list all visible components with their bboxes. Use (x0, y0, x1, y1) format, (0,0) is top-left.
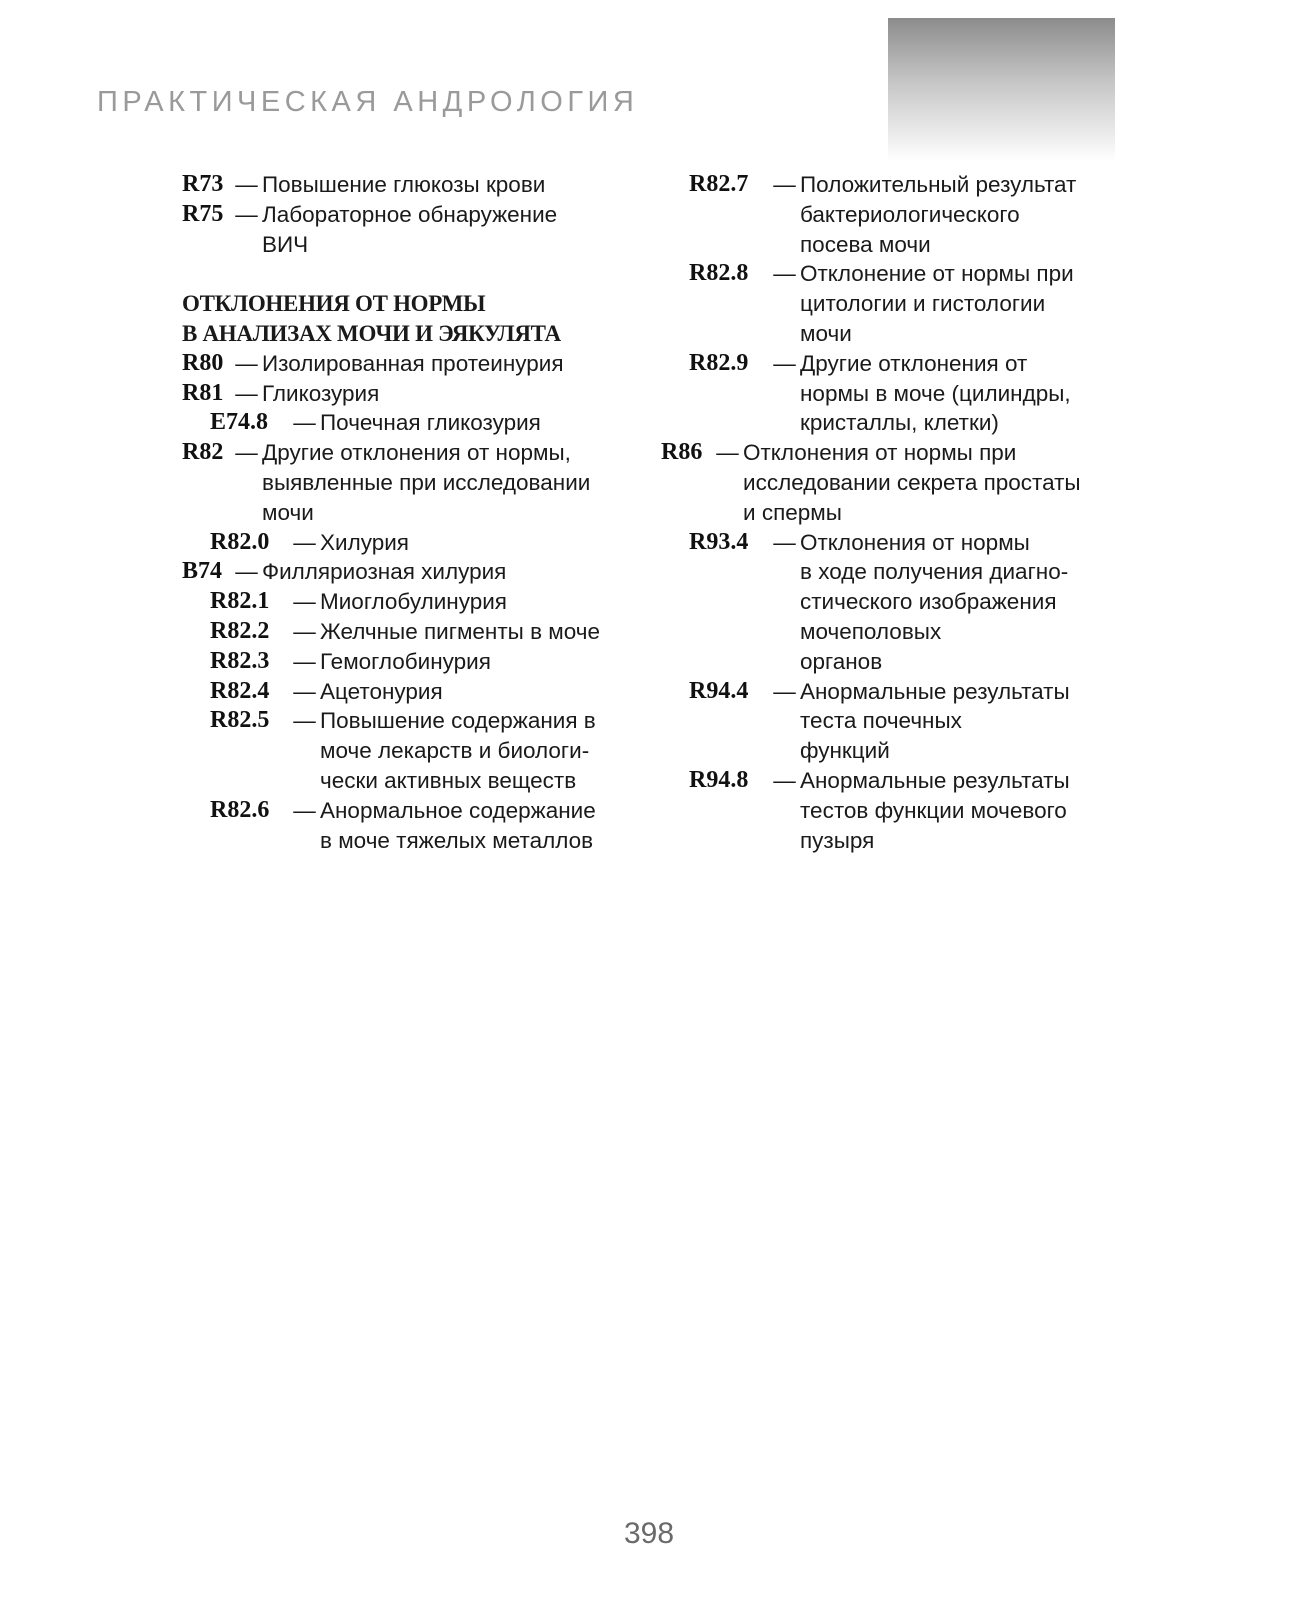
diagnosis-text: Изолированная протеинурия (262, 350, 564, 376)
dash: — (293, 618, 316, 644)
code-entry-r73 (182, 170, 652, 200)
code-entry-r82-9 (661, 349, 1121, 438)
diagnosis-code: R82.0 (210, 528, 270, 555)
diagnosis-code: R94.8 (689, 766, 749, 793)
dash: — (235, 350, 258, 376)
diagnosis-text: Повышение глюкозы крови (262, 172, 546, 197)
dash: — (773, 261, 796, 287)
diagnosis-code: R82.5 (210, 707, 270, 734)
diagnosis-text: Лабораторное обнаружение ВИЧ (262, 201, 558, 257)
corner-gradient-block (888, 18, 1115, 161)
diagnosis-text: Миоглобулинурия (320, 589, 507, 615)
dash: — (773, 767, 796, 793)
code-entry-r93-4 (661, 528, 1121, 677)
diagnosis-code: R94.4 (689, 677, 749, 704)
diagnosis-code: R82.2 (210, 617, 270, 644)
diagnosis-code: R82.6 (210, 796, 270, 823)
diagnosis-text: Отклонения от нормы в ходе получения диагно- стического изображения мочеполовых органов (800, 529, 1069, 674)
code-entry-r82-1 (182, 587, 652, 617)
dash: — (293, 708, 316, 734)
diagnosis-code: R82.4 (210, 677, 270, 704)
diagnosis-text: Хилурия (320, 529, 409, 555)
diagnosis-text: Отклонения от нормы при исследовании секрета простаты и спермы (743, 440, 1081, 525)
diagnosis-code: R82.8 (689, 260, 749, 287)
dash: — (773, 172, 796, 197)
left-column (182, 170, 652, 855)
diagnosis-text: Другие отклонения от нормы в моче (цилиндры, кристаллы, клетки) (800, 350, 1071, 436)
code-entry-r75 (182, 200, 652, 260)
diagnosis-code: R80 (182, 349, 224, 376)
code-entry-r82-8 (661, 259, 1121, 348)
diagnosis-code: E74.8 (210, 409, 269, 436)
diagnosis-text: Повышение содержания в моче лекарств и биологи- чески активных веществ (320, 708, 596, 793)
diagnosis-text: Филляриозная хилурия (262, 559, 507, 585)
dash: — (773, 529, 796, 555)
dash: — (235, 559, 258, 585)
code-entry-r82 (182, 438, 652, 527)
code-entry-r82-4 (182, 677, 652, 707)
diagnosis-text: Анормальное содержание в моче тяжелых металлов (320, 797, 596, 853)
page-number: 398 (623, 1517, 675, 1550)
dash: — (773, 678, 796, 704)
code-entry-r82-6 (182, 796, 652, 856)
diagnosis-text: Другие отклонения от нормы, выявленные при исследовании мочи (262, 440, 591, 525)
diagnosis-text: Желчные пигменты в моче (320, 618, 601, 644)
diagnosis-code: R82.1 (210, 588, 270, 615)
dash: — (293, 589, 316, 615)
diagnosis-code: R81 (182, 379, 224, 406)
diagnosis-text: Почечная гликозурия (320, 410, 541, 436)
diagnosis-text: Анормальные результаты тестов функции мочевого пузыря (800, 767, 1070, 853)
code-entry-r81 (182, 379, 652, 409)
code-entry-r82-0 (182, 528, 652, 558)
dash: — (716, 440, 739, 466)
dash: — (235, 201, 258, 227)
diagnosis-text: Отклонение от нормы при цитологии и гистологии мочи (800, 261, 1074, 346)
dash: — (773, 350, 796, 376)
diagnosis-code: B74 (182, 558, 223, 585)
running-head: ПРАКТИЧЕСКАЯ АНДРОЛОГИЯ (97, 86, 639, 118)
dash: — (293, 529, 316, 555)
dash: — (235, 172, 258, 197)
diagnosis-text: Анормальные результаты теста почечных функций (800, 678, 1070, 764)
dash: — (235, 380, 258, 406)
code-entry-r82-3 (182, 647, 652, 677)
diagnosis-text: Гликозурия (262, 380, 380, 406)
code-entry-r94-4 (661, 677, 1121, 766)
right-column (661, 170, 1121, 855)
diagnosis-code: R93.4 (689, 528, 749, 555)
diagnosis-code: R82 (182, 439, 224, 466)
diagnosis-code: R75 (182, 200, 224, 227)
diagnosis-code: R82.7 (689, 171, 749, 197)
dash: — (235, 440, 258, 466)
diagnosis-text: Ацетонурия (320, 678, 443, 704)
section-heading: ОТКЛОНЕНИЯ ОТ НОРМЫ В АНАЛИЗАХ МОЧИ И ЭЯКУЛЯТА (182, 291, 561, 346)
dash: — (293, 410, 316, 436)
dash: — (293, 797, 316, 823)
diagnosis-text: Гемоглобинурия (320, 648, 491, 674)
code-entry-e74-8 (182, 408, 652, 438)
code-entry-r82-7 (661, 170, 1121, 259)
code-entry-r82-5 (182, 706, 652, 795)
diagnosis-code: R73 (182, 171, 224, 197)
diagnosis-code: R86 (661, 439, 703, 466)
code-entry-r86 (661, 438, 1121, 527)
diagnosis-code: R82.3 (210, 647, 270, 674)
diagnosis-text: Положительный результат бактериологического посева мочи (800, 172, 1077, 257)
code-entry-r94-8 (661, 766, 1121, 855)
code-entry-r82-2 (182, 617, 652, 647)
diagnosis-code: R82.9 (689, 349, 749, 376)
code-entry-r80 (182, 349, 652, 379)
dash: — (293, 648, 316, 674)
code-entry-b74 (182, 557, 652, 587)
dash: — (293, 678, 316, 704)
